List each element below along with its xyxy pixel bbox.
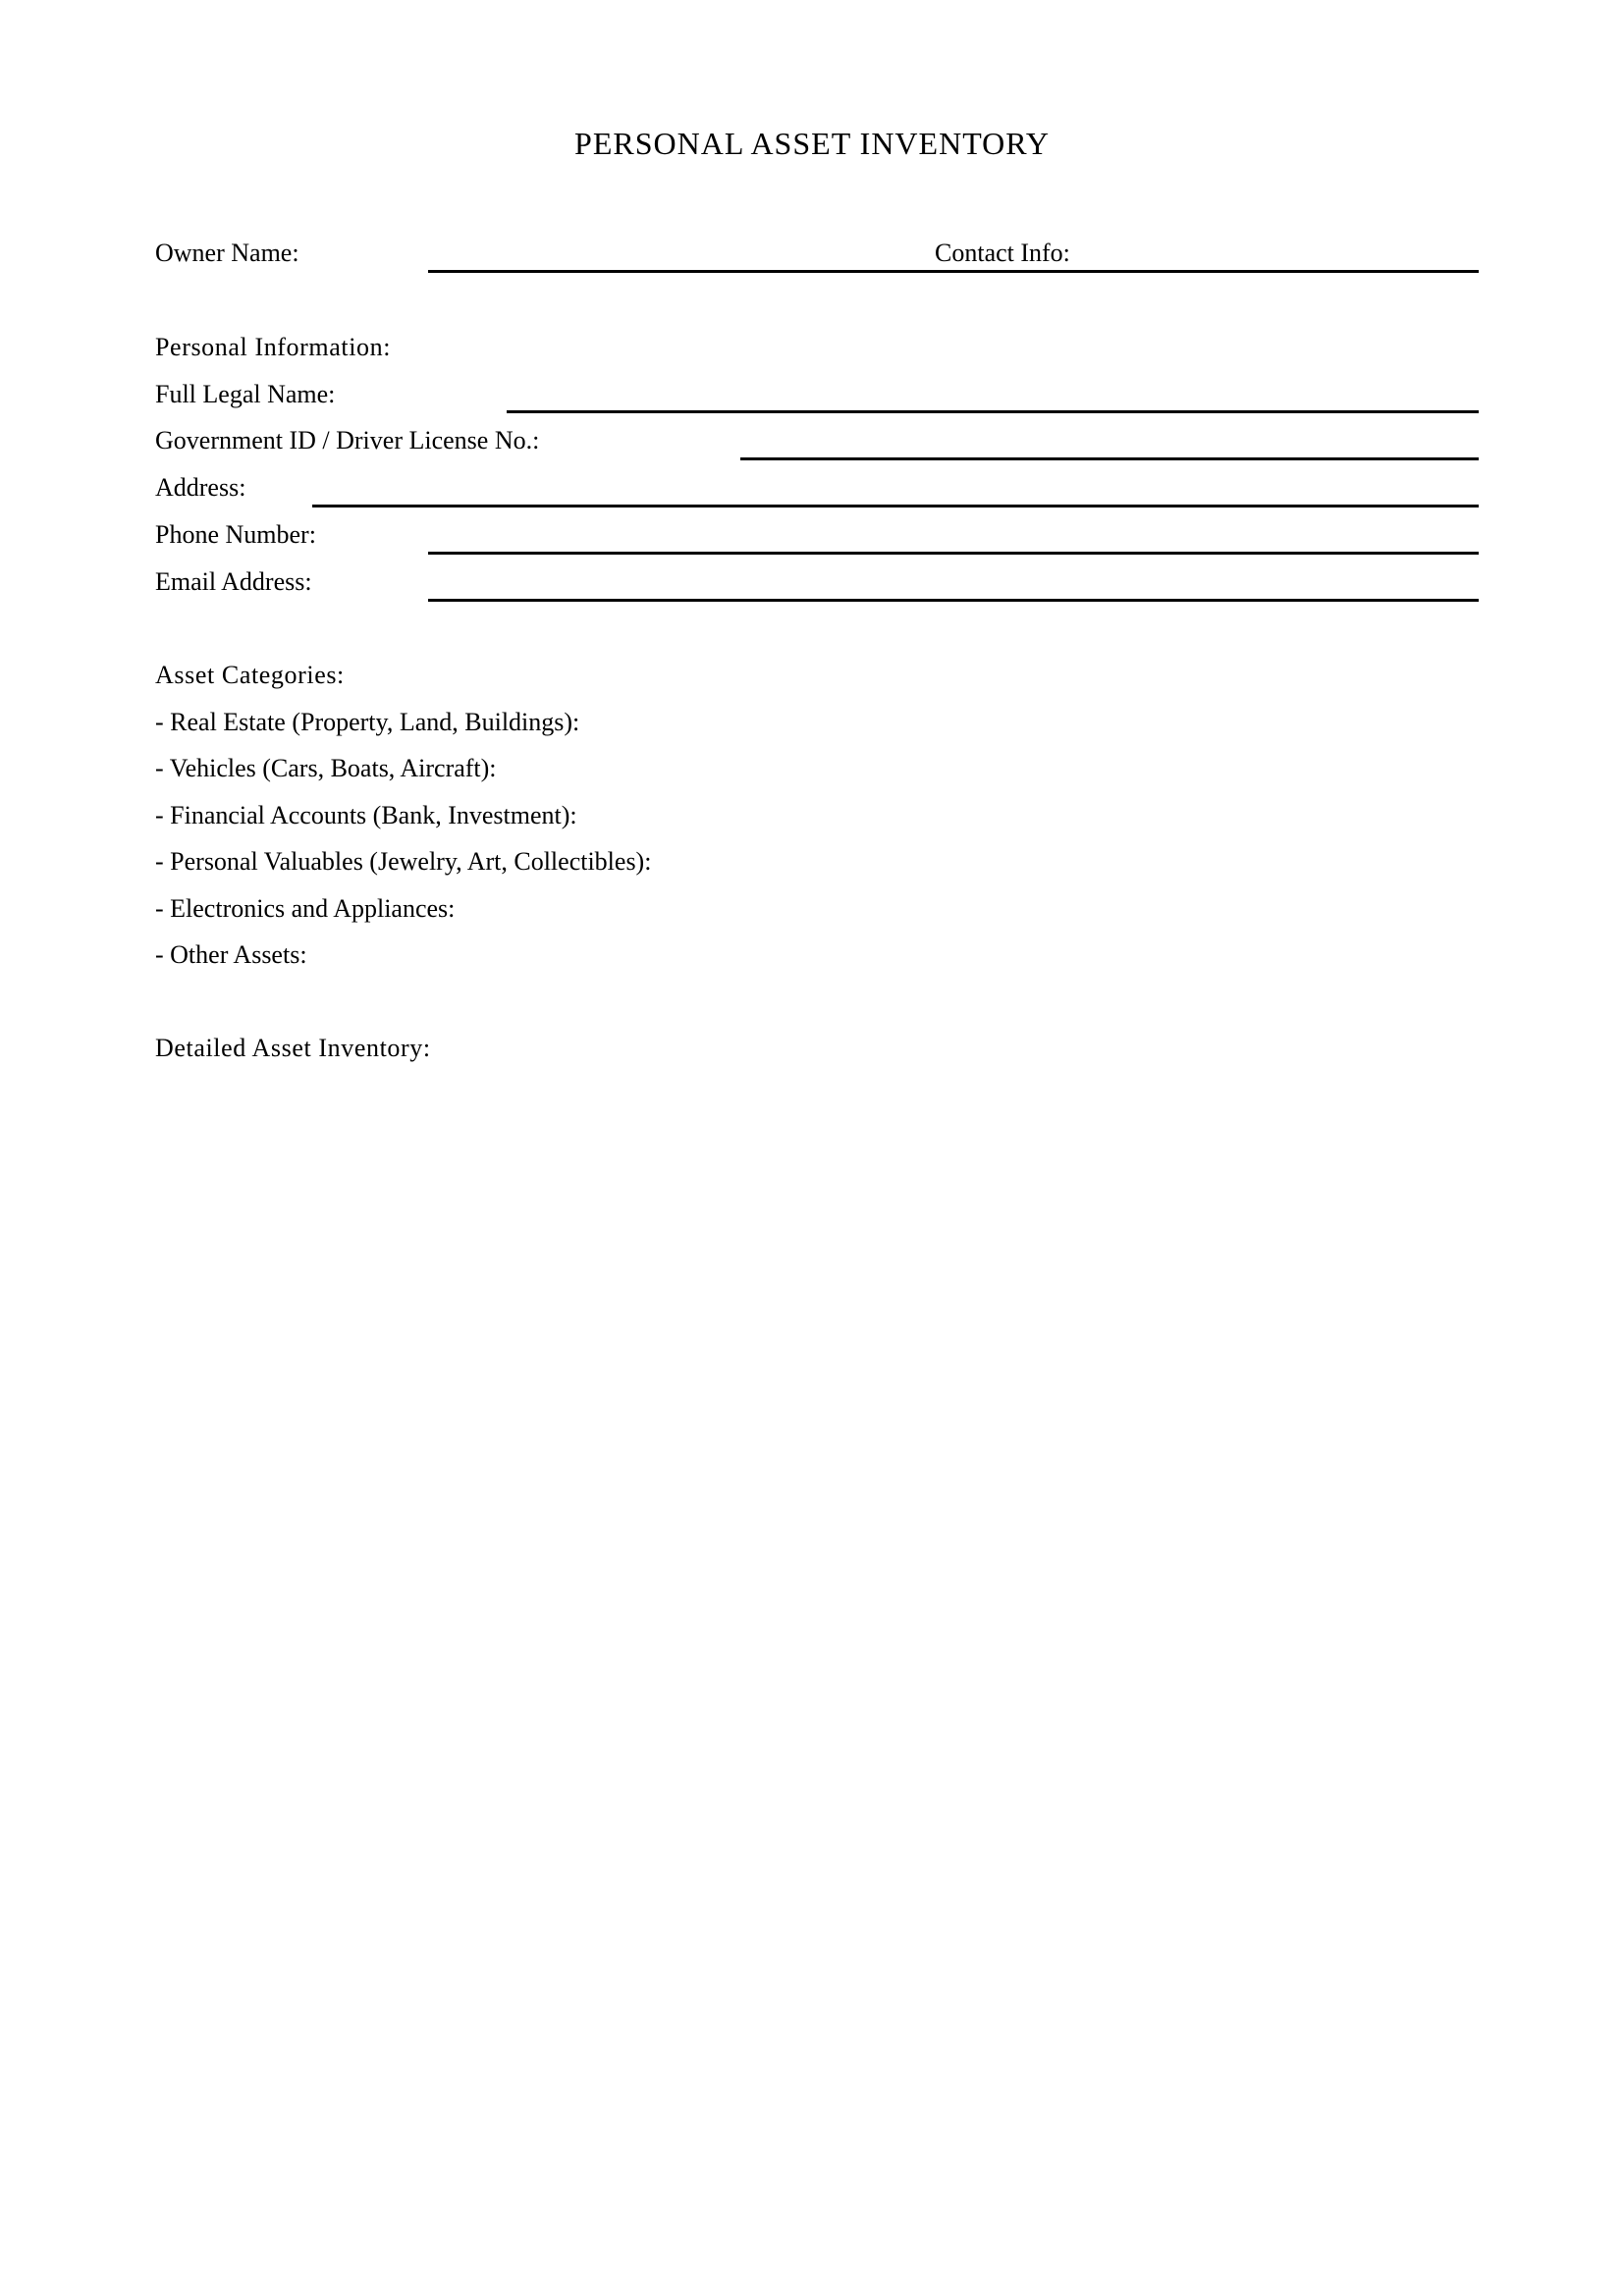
full-legal-name-field[interactable] <box>507 410 1479 413</box>
asset-category-item: - Vehicles (Cars, Boats, Aircraft): <box>155 754 497 782</box>
email-address-field[interactable] <box>428 599 1479 602</box>
asset-categories-heading: Asset Categories: <box>155 661 345 689</box>
owner-name-label: Owner Name: <box>155 239 299 267</box>
email-address-label: Email Address: <box>155 567 312 596</box>
asset-category-item: - Electronics and Appliances: <box>155 894 456 923</box>
phone-number-field[interactable] <box>428 552 1479 555</box>
address-field[interactable] <box>312 505 1479 507</box>
address-label: Address: <box>155 473 246 502</box>
government-id-field[interactable] <box>740 457 1479 460</box>
personal-information-heading: Personal Information: <box>155 333 392 361</box>
asset-category-item: - Other Assets: <box>155 940 307 969</box>
government-id-label: Government ID / Driver License No.: <box>155 426 540 454</box>
owner-contact-field-line[interactable] <box>428 270 1479 273</box>
document-title: PERSONAL ASSET INVENTORY <box>574 126 1050 161</box>
asset-category-item: - Personal Valuables (Jewelry, Art, Collectibles): <box>155 847 652 876</box>
asset-category-item: - Financial Accounts (Bank, Investment): <box>155 801 577 829</box>
full-legal-name-label: Full Legal Name: <box>155 380 336 408</box>
contact-info-label: Contact Info: <box>935 239 1070 267</box>
phone-number-label: Phone Number: <box>155 520 316 549</box>
detailed-asset-inventory-heading: Detailed Asset Inventory: <box>155 1034 431 1062</box>
asset-category-item: - Real Estate (Property, Land, Buildings): <box>155 708 580 736</box>
